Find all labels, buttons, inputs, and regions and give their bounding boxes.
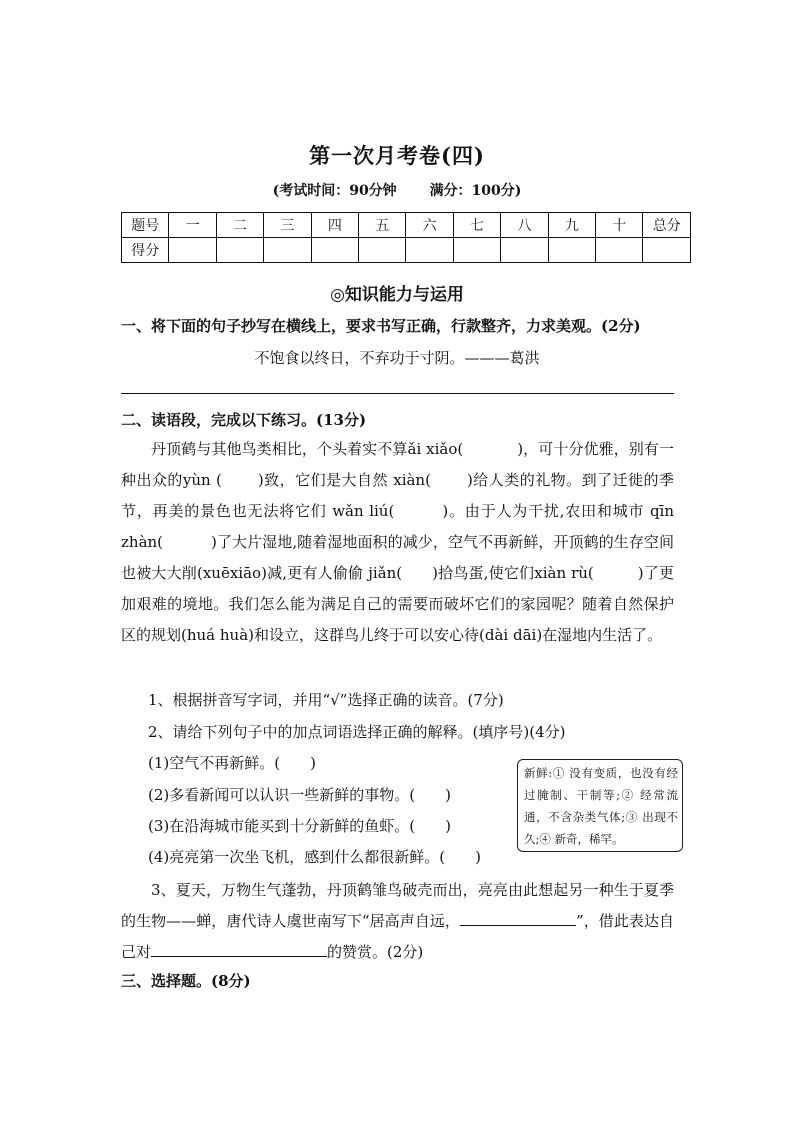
option-item-4[interactable]: (4)亮亮第一次坐飞机，感到什么都很新鲜。( )	[148, 848, 481, 866]
sub-question-3-text: 3、夏天，万物生气蓬勃，丹顶鹤雏鸟破壳而出，亮亮由此想起另一种生于夏季的生物——蝉，唐代诗人虞世南写下“居高声自远，	[121, 881, 674, 930]
exam-time: (考试时间：90分钟	[272, 183, 397, 199]
copy-writing-line[interactable]	[121, 393, 674, 394]
pinyin-prompt: wǎn liú(	[332, 502, 395, 520]
score-header-cell: 四	[311, 213, 358, 238]
pinyin-prompt: yùn (	[182, 471, 222, 489]
passage-text: )致，它们是大自然	[257, 471, 394, 489]
pinyin-prompt: xiàn rù(	[534, 564, 594, 582]
pinyin-choice[interactable]: xuēxiāo	[202, 564, 262, 582]
score-header-cell: 三	[264, 213, 311, 238]
section-title: ◎知识能力与运用	[330, 285, 464, 305]
score-cell[interactable]	[359, 238, 406, 263]
reading-passage	[121, 434, 674, 651]
pinyin-choice[interactable]: huá huà	[186, 626, 249, 644]
pinyin-prompt: ǎi xiǎo(	[407, 440, 464, 458]
pinyin-prompt: jiǎn(	[368, 564, 403, 582]
passage-text: )拾鸟蛋,使它们	[432, 564, 535, 582]
exam-info	[0, 180, 794, 200]
sub-question-3	[121, 875, 674, 968]
exam-full-score: 满分：100分)	[429, 183, 522, 199]
question-3-heading: 三、选择题。(8分)	[121, 972, 251, 990]
score-table	[121, 212, 691, 263]
passage-text: )给人类的礼物。到了迁徙的季节，再美的景色也无法将它们	[121, 471, 675, 520]
score-header-cell: 十	[596, 213, 643, 238]
pinyin-prompt: xiàn(	[393, 471, 431, 489]
score-header-cell: 八	[501, 213, 548, 238]
score-header-cell: 七	[453, 213, 500, 238]
score-header-cell: 总分	[643, 213, 691, 238]
passage-text: 丹顶鹤与其他鸟类相比，个头着实不算	[151, 440, 408, 458]
score-cell[interactable]	[216, 238, 263, 263]
score-cell[interactable]	[406, 238, 453, 263]
question-1-heading: 一、将下面的句子抄写在横线上，要求书写正确，行款整齐，力求美观。(2分)	[121, 317, 641, 335]
sub-question-3-text: ”，借此表达自己对	[121, 912, 675, 961]
score-cell[interactable]	[596, 238, 643, 263]
pinyin-prompt: qīn zhàn(	[121, 502, 674, 551]
pinyin-choice[interactable]: dài dāi	[484, 626, 537, 644]
sub-question-3-text: 的赞赏。(2分)	[327, 943, 424, 961]
score-cell[interactable]	[169, 238, 216, 263]
passage-text: )。由于人为干扰,农田和城市	[442, 502, 650, 520]
score-row-label: 得分	[122, 238, 169, 263]
score-header-cell: 二	[216, 213, 263, 238]
passage-text: )了更加艰难的境地。我们怎么能为满足自己的需要而破坏它们的家园呢？随着自然保护区的规划(	[121, 564, 675, 644]
appreciation-blank[interactable]	[151, 940, 327, 957]
passage-text: )在湿地内生活了。	[536, 626, 663, 644]
question-2-heading: 二、读语段，完成以下练习。(13分)	[121, 411, 367, 429]
option-item-2[interactable]: (2)多看新闻可以认识一些新鲜的事物。( )	[148, 786, 451, 804]
score-header-cell: 五	[359, 213, 406, 238]
score-header-cell: 九	[548, 213, 595, 238]
score-header-cell: 题号	[122, 213, 169, 238]
score-cell[interactable]	[264, 238, 311, 263]
passage-text: )和设立，这群鸟儿终于可以安心待(	[248, 626, 485, 644]
score-header-cell: 一	[169, 213, 216, 238]
sub-question-1: 1、根据拼音写字词，并用“√”选择正确的读音。(7分)	[148, 691, 504, 709]
passage-text: )了大片湿地,随着湿地面积的减少，空气不再新鲜，开顶鹤的生存空间也被大大削(	[121, 533, 674, 582]
score-cell[interactable]	[311, 238, 358, 263]
passage-text: )，可十分优雅，别有一种出众的	[121, 440, 674, 489]
score-cell[interactable]	[501, 238, 548, 263]
sub-question-2: 2、请给下列句子中的加点词语选择正确的解释。(填序号)(4分)	[148, 723, 566, 741]
option-item-3[interactable]: (3)在沿海城市能买到十分新鲜的鱼虾。( )	[148, 817, 451, 835]
score-cell[interactable]	[453, 238, 500, 263]
definition-box: 新鲜:① 没有变质，也没有经过腌制、干制等;② 经常流通，不含杂类气体;③ 出现不久;④ 新奇，稀罕。	[517, 759, 683, 852]
page-title: 第一次月考卷(四)	[309, 143, 485, 168]
score-table-header-row	[122, 213, 691, 238]
score-cell[interactable]	[548, 238, 595, 263]
option-item-1[interactable]: (1)空气不再新鲜。( )	[148, 754, 316, 772]
poem-line-blank[interactable]	[460, 909, 576, 926]
score-cell[interactable]	[643, 238, 691, 263]
quote-sentence: 不饱食以终日，不弃功于寸阴。———葛洪	[254, 349, 540, 367]
score-header-cell: 六	[406, 213, 453, 238]
score-table-score-row	[122, 238, 691, 263]
passage-text: )减,更有人偷偷	[261, 564, 369, 582]
